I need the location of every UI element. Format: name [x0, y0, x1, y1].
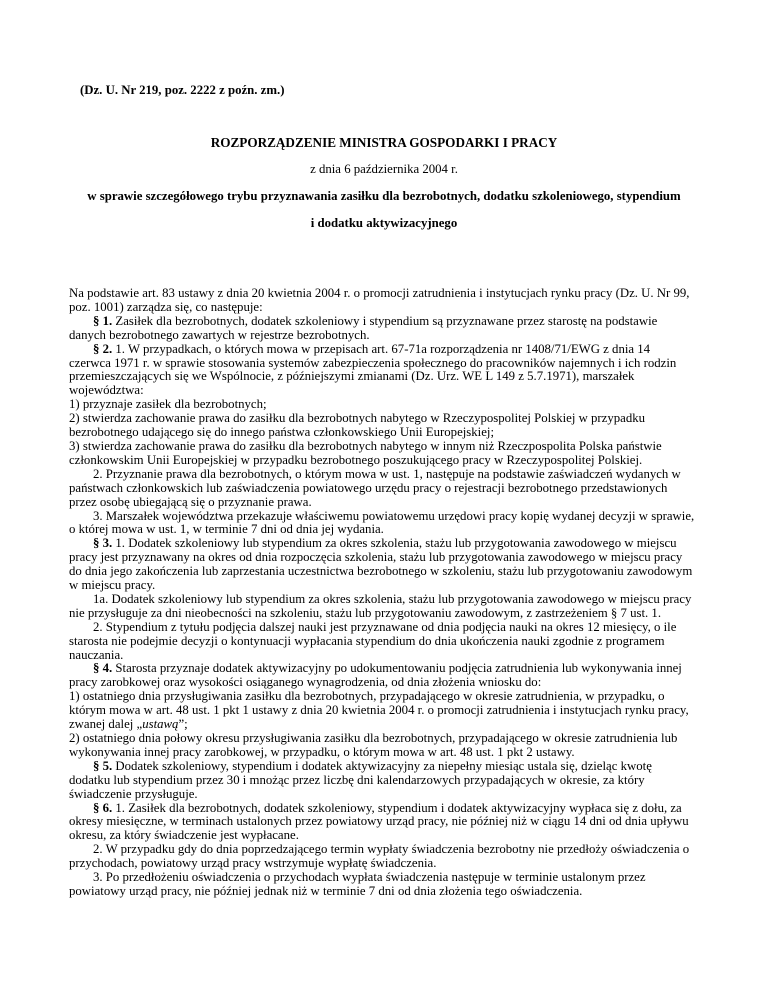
- paragraph-text: 2. W przypadku gdy do dnia poprzedzającego termin wypłaty świadczenia bezrobotny nie przedłoży oświadczenia o przychodach, powiatowy urząd pracy wstrzymuje wypłatę świadczenia.: [69, 842, 690, 871]
- paragraph-text: 2) stwierdza zachowanie prawa do zasiłku dla bezrobotnych nabytego w Rzeczypospolitej Polskiej w przypadku bezrobotnego udającego się do innego państwa członkowskiego Unii Europejskiej;: [69, 411, 646, 440]
- document-title: ROZPORZĄDZENIE MINISTRA GOSPODARKI I PRACY: [210, 135, 558, 150]
- paragraph-point-1: [69, 398, 695, 412]
- section-marker: § 4.: [93, 661, 113, 676]
- italic-term: ustawą: [142, 717, 179, 732]
- paragraph-section-6-ust-3: [69, 871, 695, 899]
- document-subject-line-2: i dodatku aktywizacyjnego: [310, 216, 458, 230]
- paragraph-section-4: [69, 662, 695, 690]
- paragraph-text: Zasiłek dla bezrobotnych, dodatek szkoleniowy i stypendium są przyznawane przez starostę na podstawie danych bezrobotnego zawartych w rejestrze bezrobotnych.: [69, 313, 658, 342]
- document-subject-line-1: w sprawie szczegółowego trybu przyznawania zasiłku dla bezrobotnych, dodatku szkoleniowego, stypendium: [87, 189, 681, 203]
- document-body: [69, 287, 695, 899]
- journal-reference: (Dz. U. Nr 219, poz. 2222 z poźn. zm.): [80, 83, 285, 97]
- section-marker: § 5.: [93, 758, 113, 773]
- paragraph-text: ”;: [178, 717, 188, 732]
- paragraph-text: 3) stwierdza zachowanie prawa do zasiłku dla bezrobotnych nabytego w innym niż Rzeczpospolita Polska państwie członkowskim Unii Europejskiej w przypadku bezrobotnego poszukującego pracy w Rzeczypospolitej Polskiej.: [69, 438, 662, 467]
- paragraph-point-2: [69, 412, 695, 440]
- paragraph-text: 2. Przyznanie prawa dla bezrobotnych, o którym mowa w ust. 1, następuje na podstawie zaświadczeń wydanych w państwach członkowskich lub zaświadczenia powiatowego urzędu pracy o rejestracji bezrobotnego przedstawionych przez osobę ubiegającą się o przyznanie prawa.: [69, 466, 681, 509]
- paragraph-text: 1. Zasiłek dla bezrobotnych, dodatek szkoleniowy, stypendium i dodatek aktywizacyjny wypłaca się z dołu, za okresy miesięczne, w terminach ustalonych przez powiatowy urząd pracy, nie później niż w ciągu 14 dni od dnia upływu okresu, za który świadczenie jest wypłacane.: [69, 800, 689, 843]
- paragraph-text: 2) ostatniego dnia połowy okresu przysługiwania zasiłku dla bezrobotnych, przypadającego w okresie zatrudnienia lub wykonywania innej pracy zarobkowej, w przypadku, o którym mowa w art. 48 ust. 1 pkt 2 ustawy.: [69, 731, 678, 759]
- paragraph-text: 1) ostatniego dnia przysługiwania zasiłku dla bezrobotnych, przypadającego w okresie zatrudnienia, w przypadku, o którym mowa w art. 48 ust. 1 pkt 1 ustawy z dnia 20 kwietnia 2004 r. o promocji zatrudnienia i instytucjach rynku pracy, zwanej dalej „: [69, 689, 689, 732]
- paragraph-section-3-ust-1a: [69, 593, 695, 621]
- paragraph-section-6-ust-1: [69, 802, 695, 844]
- paragraph-text: 1a. Dodatek szkoleniowy lub stypendium za okres szkolenia, stażu lub przygotowania zawodowego w miejscu pracy nie przysługuje za dni nieobecności na szkoleniu, stażu lub przygotowaniu zawodowym, z zastrzeżeniem § 7 ust. 1.: [69, 591, 692, 620]
- paragraph-intro: [69, 287, 695, 315]
- paragraph-text: Dodatek szkoleniowy, stypendium i dodatek aktywizacyjny za niepełny miesiąc ustala się, dzieląc kwotę dodatku lub stypendium przez 30 i mnożąc przez liczbę dni kalendarzowych przypadających w okresie, za który świadczenie przysługuje.: [69, 758, 652, 801]
- paragraph-section-4-point-2: [69, 732, 695, 760]
- paragraph-section-1: [69, 315, 695, 343]
- paragraph-point-3: [69, 440, 695, 468]
- paragraph-section-3-ust-1: [69, 537, 695, 593]
- paragraph-text: 1. W przypadkach, o których mowa w przepisach art. 67-71a rozporządzenia nr 1408/71/EWG z dnia 14 czerwca 1971 r. w sprawie stosowania systemów zabezpieczenia społecznego do pracowników najemnych i ich rodzin przemieszczających się we Wspólnocie, z późniejszymi zmianami (Dz. Urz. WE L 149 z 5.7.1971), marszałek województwa:: [69, 341, 677, 398]
- paragraph-section-2-ust-2: [69, 468, 695, 510]
- paragraph-text: 3. Po przedłożeniu oświadczenia o przychodach wypłata świadczenia następuje w terminie ustalonym przez powiatowy urząd pracy, nie później jednak niż w terminie 7 dni od dnia złożenia tego oświadczenia.: [69, 870, 646, 898]
- paragraph-section-3-ust-2: [69, 621, 695, 663]
- paragraph-section-4-point-1: [69, 690, 695, 732]
- paragraph-text: 1) przyznaje zasiłek dla bezrobotnych;: [69, 397, 267, 412]
- paragraph-section-6-ust-2: [69, 843, 695, 871]
- paragraph-text: Na podstawie art. 83 ustawy z dnia 20 kwietnia 2004 r. o promocji zatrudnienia i instytucjach rynku pracy (Dz. U. Nr 99, poz. 1001) zarządza się, co następuje:: [69, 286, 690, 314]
- paragraph-text: 3. Marszałek województwa przekazuje właściwemu powiatowemu urzędowi pracy kopię wydanej decyzji w sprawie, o której mowa w ust. 1, w terminie 7 dni od dnia jej wydania.: [69, 508, 695, 537]
- document-date: z dnia 6 października 2004 r.: [310, 162, 458, 176]
- paragraph-text: Starosta przyznaje dodatek aktywizacyjny po udokumentowaniu podjęcia zatrudnienia lub wykonywania innej pracy zarobkowej oraz wysokości osiąganego wynagrodzenia, od dnia złożenia wniosku do:: [69, 661, 682, 690]
- paragraph-section-5: [69, 760, 695, 802]
- section-marker: § 3.: [93, 536, 113, 551]
- paragraph-section-2-ust-1: [69, 343, 695, 399]
- paragraph-text: 2. Stypendium z tytułu podjęcia dalszej nauki jest przyznawane od dnia podjęcia nauki na okres 12 miesięcy, o ile starosta nie podejmie decyzji o kontynuacji wypłacania stypendium do dnia ukończenia nauki zgodnie z programem nauczania.: [69, 619, 677, 662]
- paragraph-text: 1. Dodatek szkoleniowy lub stypendium za okres szkolenia, stażu lub przygotowania zawodowego w miejscu pracy jest przyznawany na okres od dnia rozpoczęcia szkolenia, stażu lub przygotowania zawodowego w miejscu pracy do dnia jego zakończenia lub zaprzestania uczestnictwa bezrobotnego w szkoleniu, stażu lub przygotowaniu zawodowym w miejscu pracy.: [69, 536, 693, 593]
- paragraph-section-2-ust-3: [69, 510, 695, 538]
- section-marker: § 2.: [93, 341, 113, 356]
- section-marker: § 1.: [93, 313, 113, 328]
- section-marker: § 6.: [93, 800, 113, 815]
